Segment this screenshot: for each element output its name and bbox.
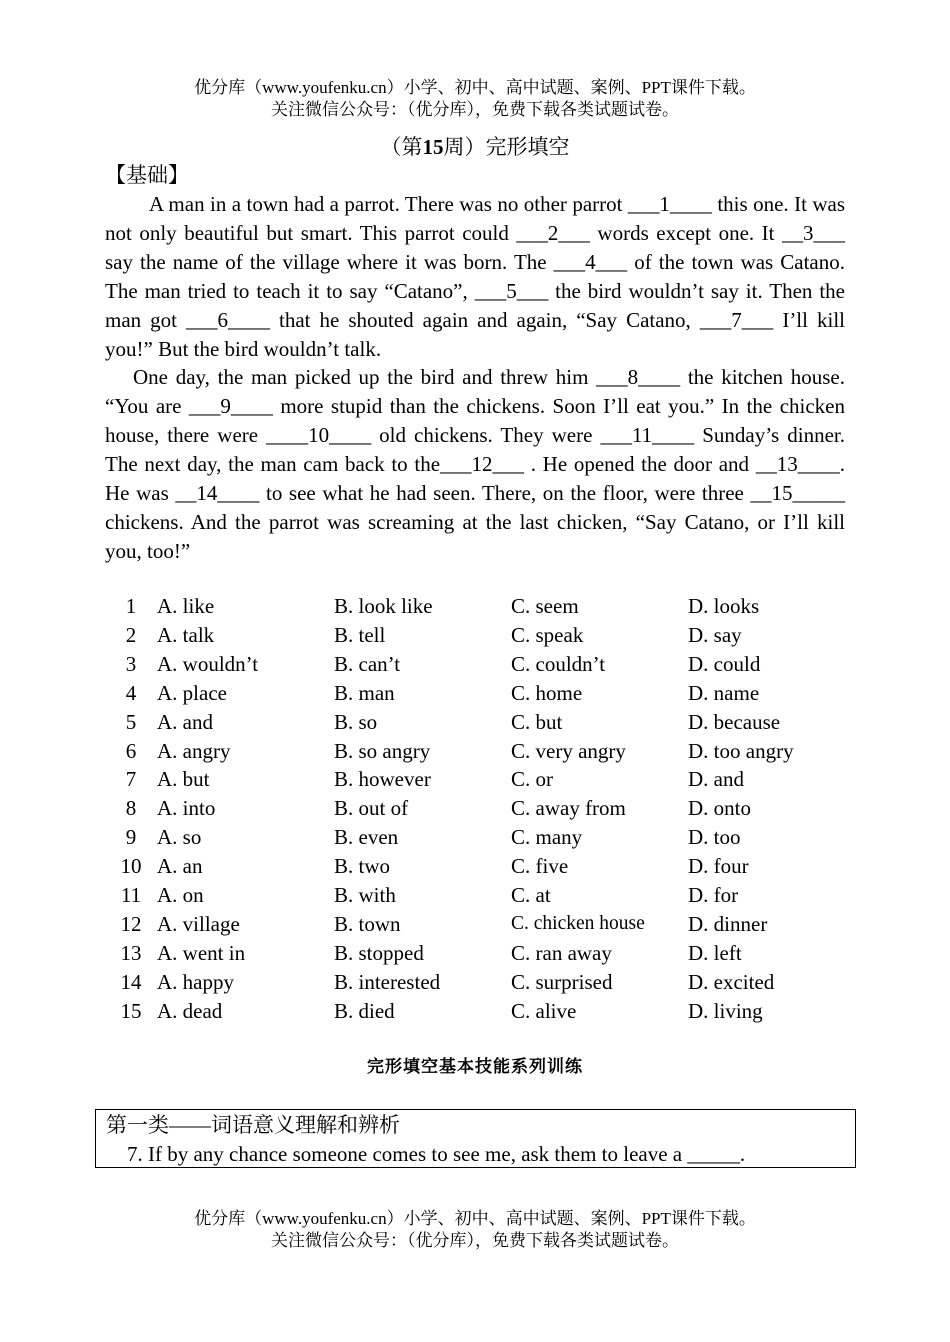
question-number: 4 <box>125 680 137 705</box>
page-header <box>0 77 950 121</box>
option-b: B. tell <box>334 622 386 647</box>
question-number: 5 <box>125 709 137 734</box>
option-b: B. two <box>334 854 391 879</box>
question-number: 14 <box>120 969 142 994</box>
question-number: 15 <box>120 998 142 1023</box>
option-row <box>105 968 865 997</box>
exercise-category: 第一类——词语意义理解和辨析 <box>106 1113 400 1137</box>
option-c: C. many <box>511 825 583 850</box>
question-number: 7 <box>125 767 137 792</box>
option-a: A. but <box>157 767 210 792</box>
option-d: D. because <box>688 709 781 734</box>
option-d: D. left <box>688 940 742 965</box>
option-d: D. for <box>688 883 739 908</box>
option-c: C. at <box>511 883 551 908</box>
option-row <box>105 823 865 852</box>
option-b: B. man <box>334 680 395 705</box>
option-b: B. even <box>334 825 399 850</box>
option-c: C. surprised <box>511 969 613 994</box>
question-number: 9 <box>125 825 137 850</box>
option-row <box>105 939 865 968</box>
option-a: A. happy <box>157 969 234 994</box>
page-title <box>0 133 950 161</box>
option-b: B. look like <box>334 594 433 618</box>
header-line-1: 优分库（www.youfenku.cn）小学、初中、高中试题、案例、PPT课件下载。 <box>194 78 756 97</box>
options-table <box>105 592 865 1026</box>
option-row <box>105 765 865 794</box>
option-row <box>105 997 865 1026</box>
option-a: A. place <box>157 680 227 705</box>
question-number: 2 <box>125 622 137 647</box>
option-a: A. on <box>157 883 204 908</box>
option-row <box>105 592 865 621</box>
option-c: C. alive <box>511 998 577 1023</box>
option-c: C. seem <box>511 594 579 618</box>
option-d: D. name <box>688 680 760 705</box>
option-c: C. chicken house <box>511 912 645 934</box>
footer-line-2: 关注微信公众号：（优分库），免费下载各类试题试卷。 <box>271 1231 679 1250</box>
option-c: C. or <box>511 767 553 792</box>
option-a: A. an <box>157 854 203 879</box>
option-c: C. five <box>511 854 569 879</box>
option-b: B. stopped <box>334 940 424 965</box>
question-number: 3 <box>125 651 137 676</box>
option-b: B. town <box>334 911 401 936</box>
option-d: D. and <box>688 767 744 792</box>
option-b: B. so <box>334 709 378 734</box>
option-b: B. interested <box>334 969 441 994</box>
option-row <box>105 650 865 679</box>
option-c: C. ran away <box>511 940 612 965</box>
exercise-box <box>95 1109 856 1168</box>
passage-paragraph-1: A man in a town had a parrot. There was no other parrot ___1____ this one. It was not only beautiful but smart. This parrot could ___2___ words except one. It __3___ say the name of the village where it was born. The ___4___ of the town was Catano. The man tried to teach it to say “Catano”, ___5___ the bird wouldn’t say it. Then the man got ___6____ that he shouted again and again, “Say Catano, ___7___ I’ll kill you!” But the bird wouldn’t talk. <box>105 192 845 361</box>
passage-paragraph-2: One day, the man picked up the bird and threw him ___8____ the kitchen house. “You are ___9____ more stupid than the chickens. Soon I’ll eat you.” In the chicken house, there were ____10____ old chickens. They were ___11____ Sunday’s dinner. The next day, the man cam back to the___12___ . He opened the door and __13____. He was __14____ to see what he had seen. There, on the floor, were three __15_____ chickens. And the parrot was screaming at the last chicken, “Say Catano, or I’ll kill you, too!” <box>105 365 845 563</box>
option-d: D. living <box>688 998 763 1023</box>
option-d: D. looks <box>688 594 760 618</box>
option-d: D. too <box>688 825 741 850</box>
option-c: C. very angry <box>511 738 626 763</box>
option-a: A. wouldn’t <box>157 651 259 676</box>
option-c: C. couldn’t <box>511 651 606 676</box>
option-row <box>105 852 865 881</box>
section-label: 【基础】 <box>105 163 189 187</box>
option-b: B. died <box>334 998 395 1023</box>
option-c: C. speak <box>511 622 584 647</box>
question-number: 11 <box>120 883 142 908</box>
option-d: D. say <box>688 622 742 647</box>
option-a: A. so <box>157 825 202 850</box>
option-a: A. like <box>157 594 215 618</box>
page-footer <box>0 1208 950 1252</box>
option-row <box>105 794 865 823</box>
option-a: A. angry <box>157 738 231 763</box>
exercise-question: 7. If by any chance someone comes to see me, ask them to leave a _____. <box>127 1142 746 1166</box>
option-b: B. however <box>334 767 431 792</box>
cloze-passage <box>105 190 845 566</box>
option-row <box>105 679 865 708</box>
option-a: A. and <box>157 709 213 734</box>
footer-line-1: 优分库（www.youfenku.cn）小学、初中、高中试题、案例、PPT课件下载。 <box>194 1209 756 1228</box>
option-d: D. excited <box>688 969 775 994</box>
training-series-subtitle: 完形填空基本技能系列训练 <box>367 1057 583 1077</box>
question-number: 6 <box>125 738 137 763</box>
title-week-number: 15 <box>422 135 444 159</box>
option-row <box>105 737 865 766</box>
question-number: 10 <box>120 854 142 879</box>
option-d: D. too angry <box>688 738 794 763</box>
question-number: 12 <box>120 911 142 936</box>
title-prefix: （第 <box>380 135 423 159</box>
option-row <box>105 910 865 939</box>
question-number: 1 <box>125 594 137 618</box>
option-d: D. could <box>688 651 761 676</box>
option-a: A. went in <box>157 940 246 965</box>
option-b: B. with <box>334 883 396 908</box>
option-b: B. out of <box>334 796 409 821</box>
header-line-2: 关注微信公众号：（优分库），免费下载各类试题试卷。 <box>271 100 679 119</box>
option-c: C. home <box>511 680 583 705</box>
option-d: D. dinner <box>688 911 768 936</box>
option-row <box>105 621 865 650</box>
option-row <box>105 881 865 910</box>
question-number: 13 <box>120 940 142 965</box>
question-number: 8 <box>125 796 137 821</box>
option-a: A. dead <box>157 998 223 1023</box>
option-d: D. four <box>688 854 749 879</box>
option-a: A. talk <box>157 622 215 647</box>
option-c: C. away from <box>511 796 626 821</box>
option-d: D. onto <box>688 796 751 821</box>
option-c: C. but <box>511 709 563 734</box>
option-b: B. so angry <box>334 738 431 763</box>
option-a: A. into <box>157 796 216 821</box>
option-a: A. village <box>157 911 240 936</box>
title-suffix: 周）完形填空 <box>443 135 570 159</box>
option-b: B. can’t <box>334 651 401 676</box>
option-row <box>105 708 865 737</box>
